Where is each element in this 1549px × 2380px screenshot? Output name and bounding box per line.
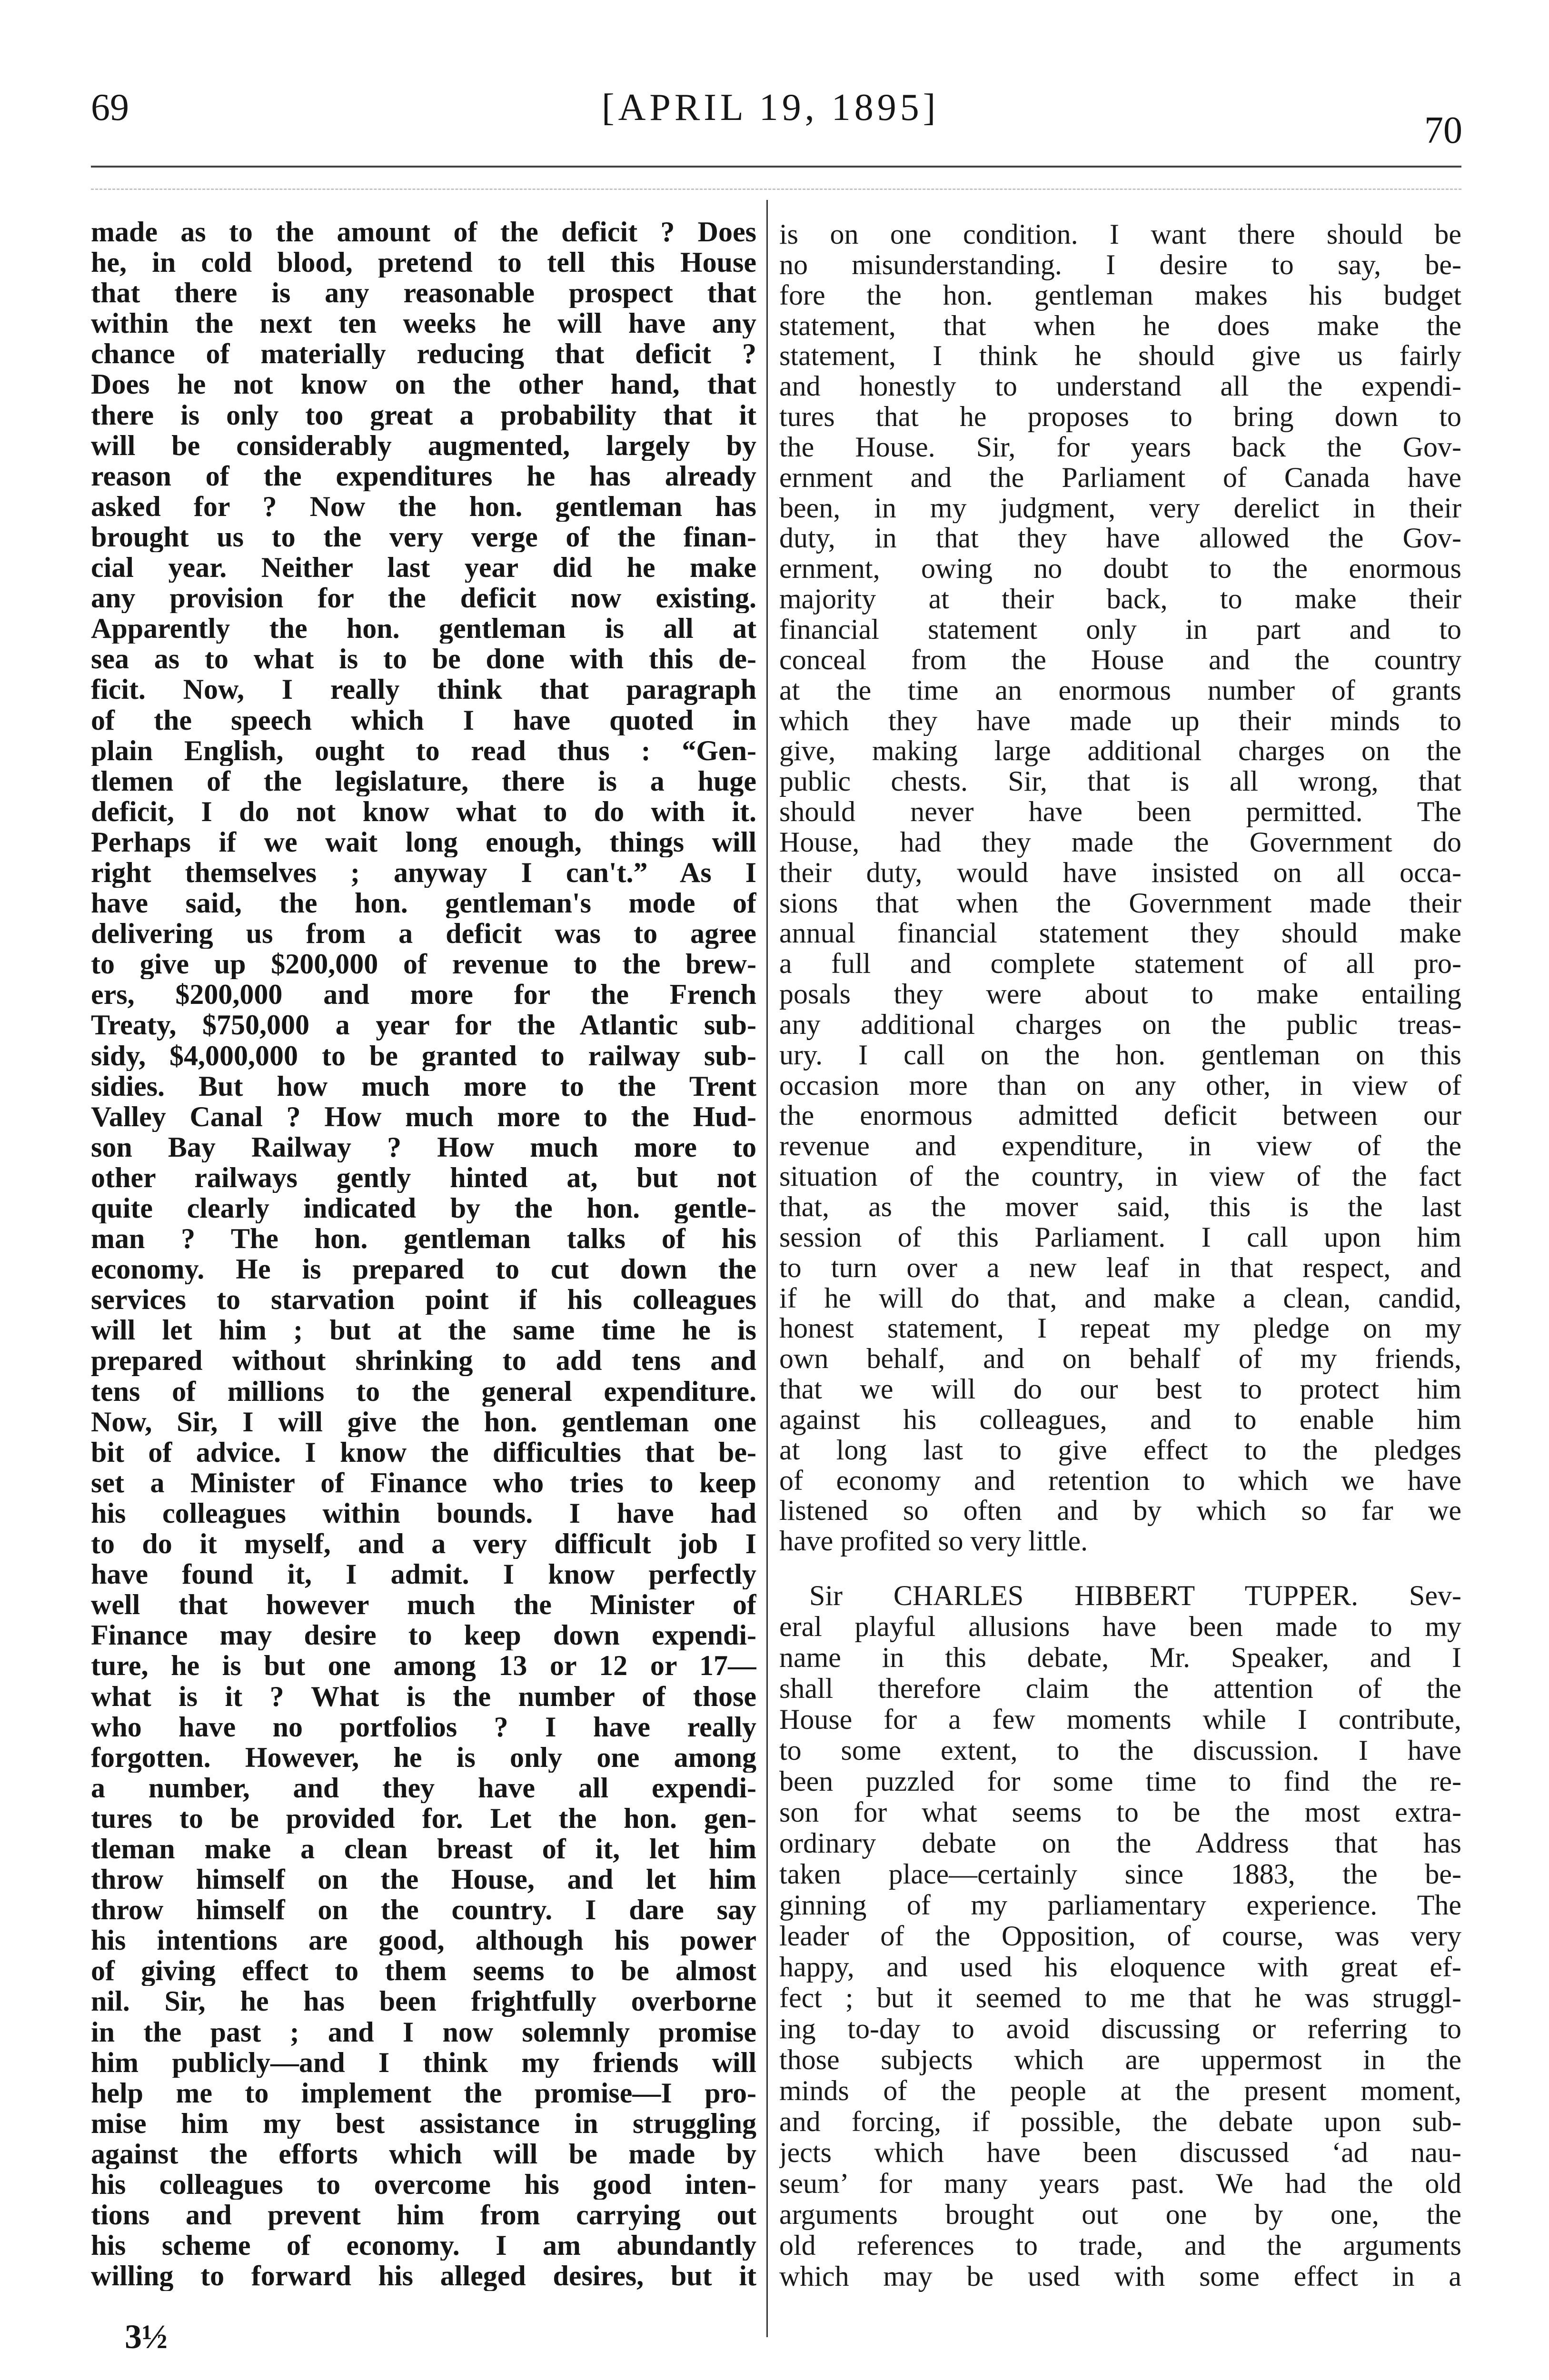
text-line: any additional charges on the public treas- (779, 1009, 1461, 1040)
text-line: to give up $200,000 of revenue to the brew- (91, 949, 756, 980)
text-line: tleman make a clean breast of it, let him (91, 1833, 756, 1864)
text-line: leader of the Opposition, of course, was very (779, 1921, 1461, 1952)
text-line: to turn over a new leaf in that respect, and (779, 1252, 1461, 1283)
text-line: Valley Canal ? How much more to the Hud- (91, 1101, 756, 1132)
text-line: tures to be provided for. Let the hon. gen- (91, 1803, 756, 1834)
text-line: honest statement, I repeat my pledge on my (779, 1313, 1461, 1344)
text-line: to some extent, to the discussion. I have (779, 1735, 1461, 1766)
text-line: what is it ? What is the number of those (91, 1681, 756, 1712)
text-line: quite clearly indicated by the hon. gentle- (91, 1193, 756, 1224)
text-line: Apparently the hon. gentleman is all at (91, 613, 756, 644)
text-line: a number, and they have all expendi- (91, 1772, 756, 1803)
text-line: prepared without shrinking to add tens and (91, 1345, 756, 1376)
text-line: his scheme of economy. I am abundantly (91, 2230, 756, 2261)
text-line: tions and prevent him from carrying out (91, 2200, 756, 2231)
text-line: occasion more than on any other, in view of (779, 1070, 1461, 1101)
text-line: who have no portfolios ? I have really (91, 1711, 756, 1742)
text-line: annual financial statement they should make (779, 918, 1461, 949)
text-line: been puzzled for some time to find the re- (779, 1766, 1461, 1797)
text-line: and honestly to understand all the expendi- (779, 371, 1461, 402)
text-line: that there is any reasonable prospect that (91, 278, 756, 308)
text-line: reason of the expenditures he has already (91, 460, 756, 491)
text-line: ers, $200,000 and more for the French (91, 979, 756, 1010)
text-line: chance of materially reducing that deficit ? (91, 338, 756, 369)
text-line: right themselves ; anyway I can't.” As I (91, 857, 756, 888)
text-line: that we will do our best to protect him (779, 1374, 1461, 1405)
text-line: sions that when the Government made their (779, 888, 1461, 919)
text-line: House for a few moments while I contribute, (779, 1704, 1461, 1735)
text-line: arguments brought out one by one, the (779, 2199, 1461, 2231)
text-line: son for what seems to be the most extra- (779, 1797, 1461, 1828)
text-line: session of this Parliament. I call upon him (779, 1222, 1461, 1253)
text-line: ordinary debate on the Address that has (779, 1828, 1461, 1859)
text-line: public chests. Sir, that is all wrong, that (779, 766, 1461, 797)
text-line: those subjects which are uppermost in the (779, 2044, 1461, 2076)
right-column (779, 219, 1461, 2292)
text-line: services to starvation point if his colleagues (91, 1284, 756, 1315)
text-line: which they have made up their minds to (779, 705, 1461, 736)
text-line: statement, that when he does make the (779, 310, 1461, 341)
text-line: Treaty, $750,000 a year for the Atlantic sub- (91, 1010, 756, 1041)
text-line: sidies. But how much more to the Trent (91, 1071, 756, 1101)
text-line: Finance may desire to keep down expendi- (91, 1620, 756, 1651)
text-line: ernment, owing no doubt to the enormous (779, 554, 1461, 585)
text-line: throw himself on the House, and let him (91, 1864, 756, 1895)
column-divider (766, 200, 768, 2337)
text-line: majority at their back, to make their (779, 584, 1461, 615)
text-line: at the time an enormous number of grants (779, 675, 1461, 706)
text-line: conceal from the House and the country (779, 645, 1461, 675)
text-line: will let him ; but at the same time he is (91, 1315, 756, 1346)
text-line: his intentions are good, although his power (91, 1925, 756, 1956)
text-line: should never have been permitted. The (779, 797, 1461, 827)
left-column (91, 217, 756, 2291)
text-line: sea as to what is to be done with this de- (91, 644, 756, 674)
text-line: of economy and retention to which we have (779, 1465, 1461, 1496)
text-line: taken place—certainly since 1883, the be- (779, 1859, 1461, 1890)
text-line: revenue and expenditure, in view of the (779, 1131, 1461, 1162)
text-line: old references to trade, and the arguments (779, 2230, 1461, 2261)
text-line: been, in my judgment, very derelict in their (779, 493, 1461, 524)
text-line: no misunderstanding. I desire to say, be- (779, 249, 1461, 280)
text-line: deficit, I do not know what to do with it. (91, 796, 756, 827)
text-line: he, in cold blood, pretend to tell this House (91, 247, 756, 278)
text-line: jects which have been discussed ‘ad nau- (779, 2137, 1461, 2169)
header-rule (91, 166, 1461, 168)
text-line: statement, I think he should give us fairly (779, 341, 1461, 372)
text-line: ficit. Now, I really think that paragraph (91, 674, 756, 705)
text-line: and forcing, if possible, the debate upon sub- (779, 2106, 1461, 2138)
text-line: fore the hon. gentleman makes his budget (779, 280, 1461, 311)
signature-mark: 3½ (125, 2318, 168, 2356)
text-line: man ? The hon. gentleman talks of his (91, 1223, 756, 1254)
text-line: minds of the people at the present moment, (779, 2075, 1461, 2107)
speaker-line: Sir CHARLES HIBBERT TUPPER. Sev- (809, 1580, 1461, 1612)
text-line: fect ; but it seemed to me that he was struggl- (779, 1983, 1461, 2014)
text-line: bit of advice. I know the difficulties that be- (91, 1437, 756, 1468)
text-line: own behalf, and on behalf of my friends, (779, 1344, 1461, 1375)
text-line: of giving effect to them seems to be almost (91, 1955, 756, 1986)
text-line: House, had they made the Government do (779, 827, 1461, 858)
text-line: set a Minister of Finance who tries to keep (91, 1467, 756, 1498)
text-line: ginning of my parliamentary experience. The (779, 1890, 1461, 1921)
text-line: a full and complete statement of all pro- (779, 949, 1461, 980)
text-line: well that however much the Minister of (91, 1589, 756, 1620)
text-line: if he will do that, and make a clean, candid, (779, 1283, 1461, 1314)
text-line: forgotten. However, he is only one among (91, 1742, 756, 1773)
text-line: is on one condition. I want there should be (779, 219, 1461, 250)
text-line: the enormous admitted deficit between our (779, 1101, 1461, 1131)
text-line: tlemen of the legislature, there is a huge (91, 765, 756, 796)
text-line: have found it, I admit. I know perfectly (91, 1559, 756, 1590)
text-line: mise him my best assistance in struggling (91, 2108, 756, 2139)
text-line: their duty, would have insisted on all occa- (779, 857, 1461, 888)
text-line: him publicly—and I think my friends will (91, 2047, 756, 2078)
text-line: will be considerably augmented, largely by (91, 430, 756, 461)
paragraph (779, 1580, 1461, 2292)
text-line: have said, the hon. gentleman's mode of (91, 888, 756, 919)
text-line: delivering us from a deficit was to agree (91, 918, 756, 949)
text-line: to do it myself, and a very difficult job I (91, 1528, 756, 1559)
text-line: at long last to give effect to the pledges (779, 1435, 1461, 1466)
text-line: ture, he is but one among 13 or 12 or 17— (91, 1650, 756, 1681)
text-line: duty, in that they have allowed the Gov- (779, 523, 1461, 554)
page-number-left: 69 (91, 87, 129, 129)
text-line: situation of the country, in view of the fact (779, 1161, 1461, 1192)
text-line: in the past ; and I now solemnly promise (91, 2016, 756, 2047)
text-line: made as to the amount of the deficit ? Does (91, 217, 756, 248)
text-line: his colleagues to overcome his good inten- (91, 2169, 756, 2200)
text-line: economy. He is prepared to cut down the (91, 1254, 756, 1285)
text-line: cial year. Neither last year did he make (91, 552, 756, 583)
text-line: name in this debate, Mr. Speaker, and I (779, 1642, 1461, 1674)
text-line: eral playful allusions have been made to my (779, 1611, 1461, 1643)
text-line: seum’ for many years past. We had the old (779, 2168, 1461, 2200)
text-line: Perhaps if we wait long enough, things will (91, 826, 756, 857)
text-line: ernment and the Parliament of Canada have (779, 462, 1461, 493)
text-line: give, making large additional charges on the (779, 736, 1461, 767)
header-date: [APRIL 19, 1895] (602, 87, 940, 129)
text-line: any provision for the deficit now existing. (91, 583, 756, 614)
text-line: tens of millions to the general expenditure. (91, 1376, 756, 1407)
text-line: other railways gently hinted at, but not (91, 1162, 756, 1193)
text-line: shall therefore claim the attention of the (779, 1673, 1461, 1705)
text-line: plain English, ought to read thus : “Gen- (91, 735, 756, 766)
text-line: within the next ten weeks he will have any (91, 308, 756, 339)
text-line: of the speech which I have quoted in (91, 704, 756, 735)
header-rule-secondary (91, 188, 1461, 190)
text-line: listened so often and by which so far we (779, 1496, 1461, 1527)
text-line: his colleagues within bounds. I have had (91, 1497, 756, 1529)
text-line: brought us to the very verge of the finan- (91, 521, 756, 553)
paragraph (779, 219, 1461, 1557)
text-line: happy, and used his eloquence with great ef- (779, 1952, 1461, 1983)
text-line: that, as the mover said, this is the last (779, 1192, 1461, 1222)
text-line: against his colleagues, and to enable him (779, 1404, 1461, 1435)
text-line: which may be used with some effect in a (779, 2261, 1461, 2292)
text-line: son Bay Railway ? How much more to (91, 1131, 756, 1162)
text-line: have profited so very little. (779, 1526, 1088, 1557)
text-line: ing to-day to avoid discussing or referring to (779, 2013, 1461, 2045)
text-line: the House. Sir, for years back the Gov- (779, 432, 1461, 463)
text-line: posals they were about to make entailing (779, 979, 1461, 1010)
text-line: sidy, $4,000,000 to be granted to railway sub- (91, 1040, 756, 1071)
text-line: Does he not know on the other hand, that (91, 369, 756, 400)
text-line: against the efforts which will be made by (91, 2138, 756, 2169)
text-line: asked for ? Now the hon. gentleman has (91, 491, 756, 522)
text-line: nil. Sir, he has been frightfully overborne (91, 1986, 756, 2017)
text-line: ury. I call on the hon. gentleman on this (779, 1040, 1461, 1071)
text-line: willing to forward his alleged desires, but it (91, 2261, 756, 2291)
text-line: tures that he proposes to bring down to (779, 402, 1461, 432)
text-line: financial statement only in part and to (779, 614, 1461, 645)
page-number-right: 70 (1424, 109, 1462, 151)
text-line: help me to implement the promise—I pro- (91, 2077, 756, 2108)
text-line: Now, Sir, I will give the hon. gentleman one (91, 1406, 756, 1437)
text-line: there is only too great a probability that it (91, 399, 756, 430)
text-line: throw himself on the country. I dare say (91, 1894, 756, 1925)
